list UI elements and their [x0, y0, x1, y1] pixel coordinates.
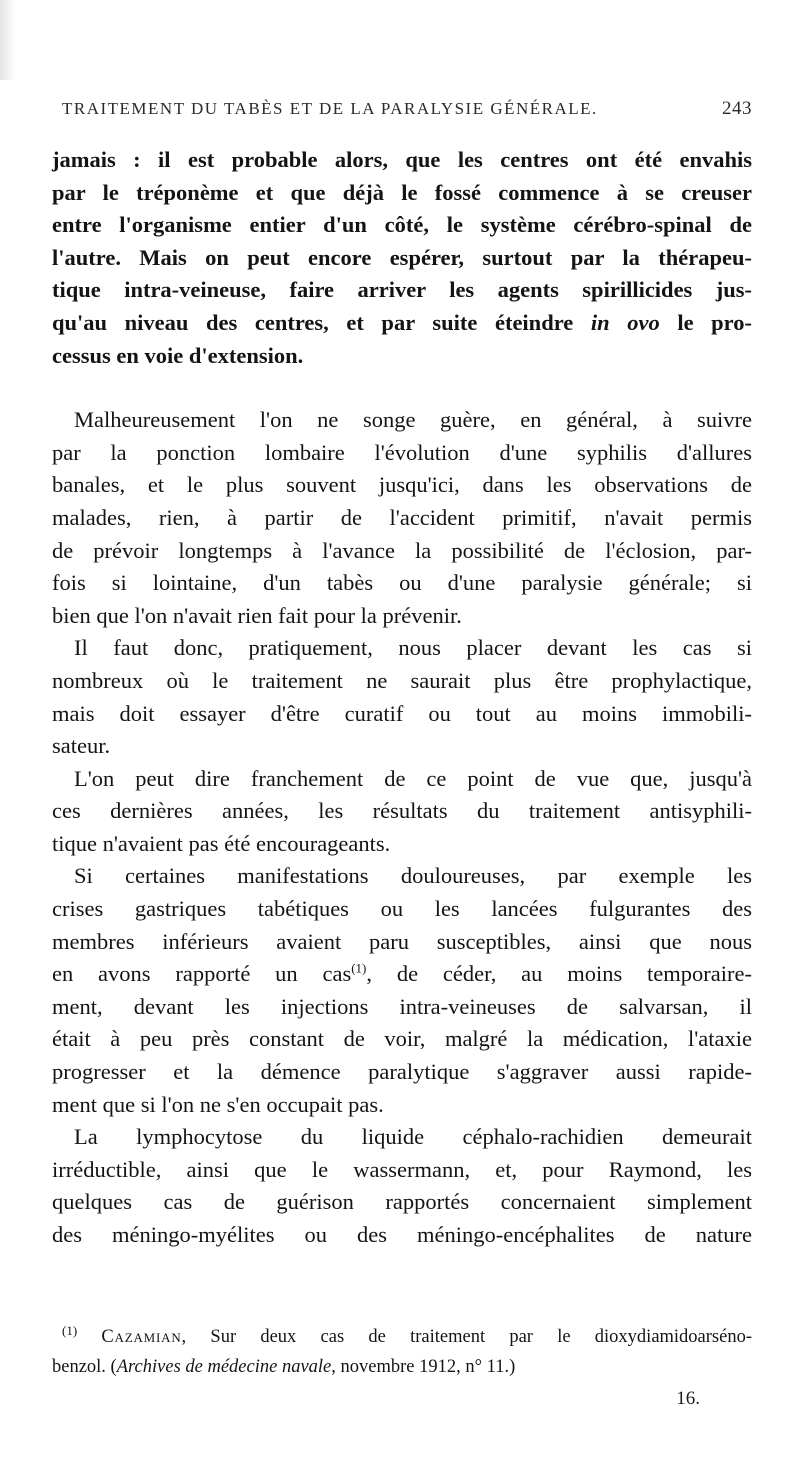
text-line [52, 307, 752, 340]
text-line: tique n'avaient pas été encourageants. [52, 830, 391, 856]
signature-mark: 16. [676, 1388, 700, 1409]
footnote-journal: Archives de médecine navale [116, 1357, 332, 1377]
text-line: Il faut donc, pratiquement, nous placer devant les cas si [74, 635, 752, 661]
text-line: bien que l'on n'avait rien fait pour la prévenir. [52, 602, 462, 628]
text-line: entre l'organisme entier d'un côté, le système cérébro-spinal de [52, 212, 752, 238]
page-edge-shadow [0, 0, 16, 80]
footnote-line [52, 1352, 752, 1382]
latin-phrase: in ovo [590, 309, 660, 335]
text-line: tique intra-veineuse, faire arriver les agents spirillicides jus- [52, 277, 752, 303]
text-line: cessus en voie d'extension. [52, 342, 304, 368]
text-segment: en avons rapporté un cas [52, 961, 352, 987]
text-line: l'autre. Mais on peut encore espérer, surtout par la thérapeu- [52, 244, 752, 270]
text-line: membres inférieurs avaient paru susceptibles, ainsi que nous [52, 928, 752, 954]
text-segment: , de céder, au moins temporaire- [366, 961, 752, 987]
footnote-author: Cazamian [101, 1327, 182, 1347]
text-line: progresser et la démence paralytique s'aggraver aussi rapide- [52, 1059, 752, 1085]
footnote [52, 1322, 752, 1382]
text-line: mais doit essayer d'être curatif ou tout au moins immobili- [52, 700, 752, 726]
text-line: quelques cas de guérison rapportés concernaient simplement [52, 1189, 752, 1215]
text-segment: le pro- [677, 309, 752, 335]
text-line: était à peu près constant de voir, malgré la médication, l'ataxie [52, 1026, 752, 1052]
paragraph-gap [52, 372, 752, 404]
text-line: L'on peut dire franchement de ce point de vue que, jusqu'à [74, 765, 752, 791]
text-line: nombreux où le traitement ne saurait plus être prophylactique, [52, 667, 752, 693]
footnote-marker: (1) [62, 1322, 78, 1338]
text-line: La lymphocytose du liquide céphalo-rachidien demeurait [74, 1124, 752, 1150]
text-line: ces dernières années, les résultats du traitement antisyphili- [52, 798, 752, 824]
page-number: 243 [722, 98, 752, 119]
text-line: irréductible, ainsi que le wassermann, et, pour Raymond, les [52, 1156, 752, 1182]
running-head-title: TRAITEMENT DU TABÈS ET DE LA PARALYSIE GÉNÉRALE. [62, 99, 598, 118]
footnote-text: , novembre 1912, n° 11.) [331, 1357, 516, 1377]
text-line: fois si lointaine, d'un tabès ou d'une paralysie générale; si [52, 570, 752, 596]
footnote-line [52, 1322, 752, 1352]
text-line: ment, devant les injections intra-veineuses de salvarsan, il [52, 993, 752, 1019]
footnote-reference[interactable]: (1) [351, 960, 367, 976]
running-head [62, 98, 752, 130]
text-line [52, 958, 752, 991]
text-line: crises gastriques tabétiques ou les lancées fulgurantes des [52, 896, 752, 922]
text-line: Malheureusement l'on ne songe guère, en général, à suivre [74, 407, 752, 433]
text-line: par le tréponème et que déjà le fossé commence à se creuser [52, 179, 752, 205]
text-line: Si certaines manifestations douloureuses, par exemple les [74, 863, 752, 889]
text-line: jamais : il est probable alors, que les centres ont été envahis [52, 147, 752, 172]
text-line: par la ponction lombaire l'évolution d'une syphilis d'allures [52, 439, 752, 465]
text-segment: qu'au niveau des centres, et par suite éteindre [52, 309, 574, 335]
text-line: des méningo-myélites ou des méningo-encéphalites de nature [52, 1222, 752, 1247]
footnote-text: , Sur deux cas de traitement par le dioxydiamidoarséno- [181, 1327, 752, 1347]
text-line: sateur. [52, 733, 111, 759]
text-line: ment que si l'on ne s'en occupait pas. [52, 1091, 384, 1117]
text-line: de prévoir longtemps à l'avance la possibilité de l'éclosion, par- [52, 537, 752, 563]
footnote-text: benzol. ( [52, 1357, 117, 1377]
text-line: malades, rien, à partir de l'accident primitif, n'avait permis [52, 504, 752, 530]
body-text [52, 144, 752, 1252]
text-line: banales, et le plus souvent jusqu'ici, dans les observations de [52, 472, 752, 498]
